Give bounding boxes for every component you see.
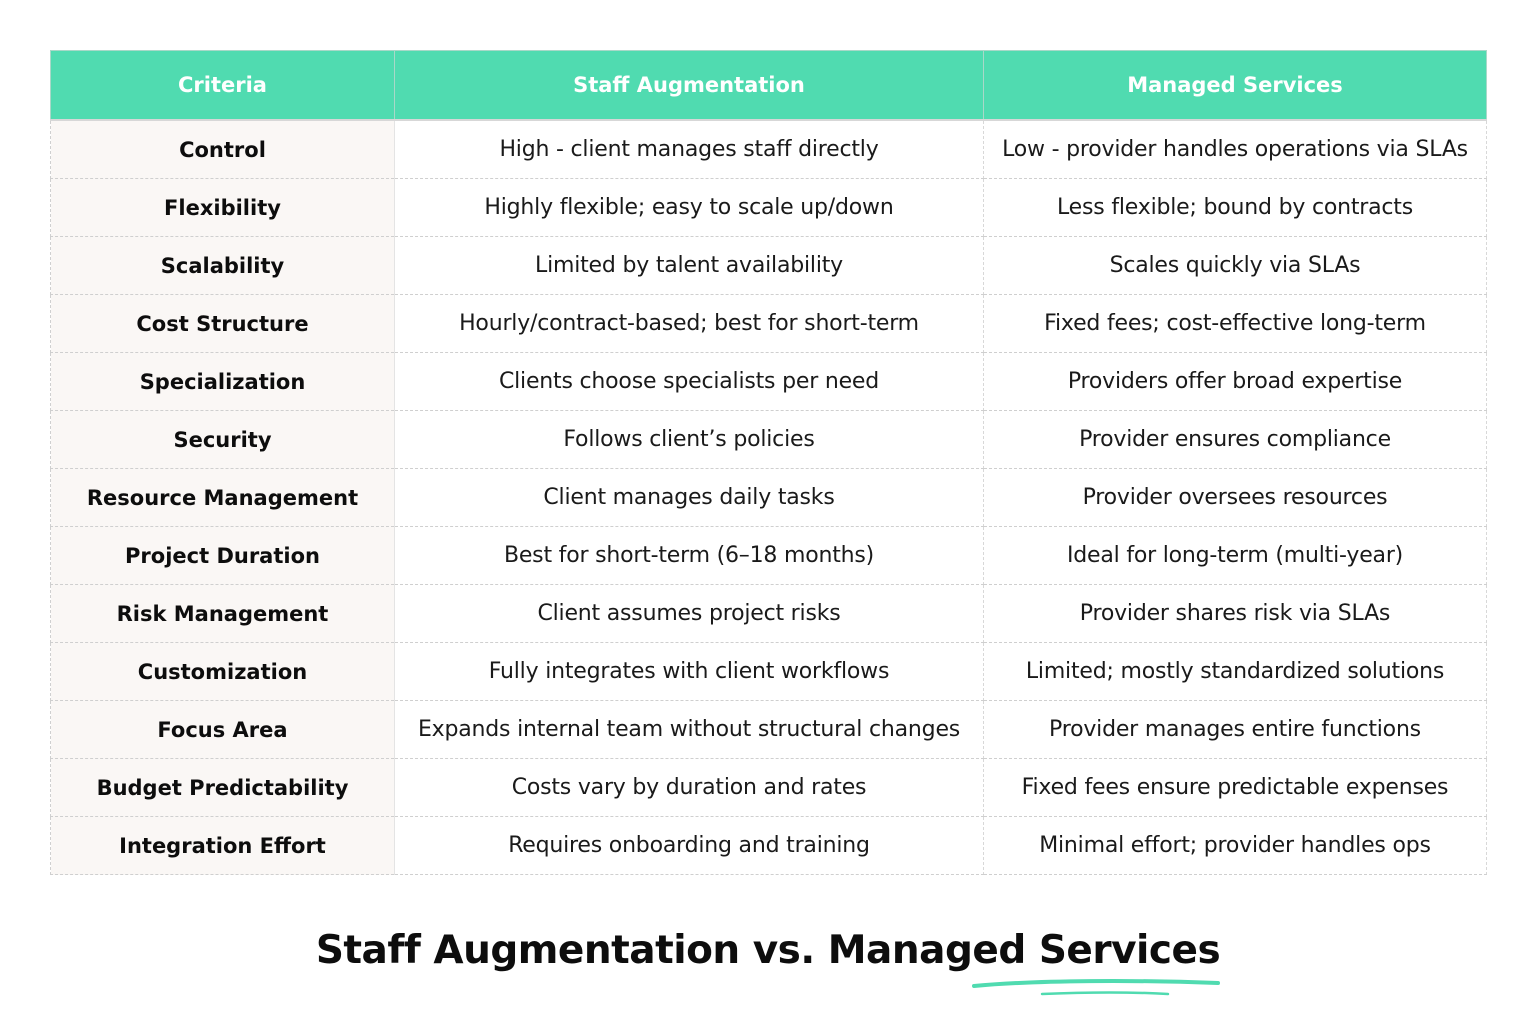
- staff-augmentation-cell: Requires onboarding and training: [395, 817, 984, 875]
- staff-augmentation-cell: Hourly/contract-based; best for short-term: [395, 295, 984, 353]
- staff-augmentation-cell: Client assumes project risks: [395, 585, 984, 643]
- staff-augmentation-cell: Expands internal team without structural changes: [395, 701, 984, 759]
- staff-augmentation-cell: Best for short-term (6–18 months): [395, 527, 984, 585]
- header-managed-services: Managed Services: [984, 51, 1487, 121]
- table-row: [51, 179, 1487, 237]
- table-body: [51, 120, 1487, 875]
- criteria-cell: Project Duration: [51, 527, 395, 585]
- managed-services-cell: Provider manages entire functions: [984, 701, 1487, 759]
- criteria-cell: Customization: [51, 643, 395, 701]
- staff-augmentation-cell: Highly flexible; easy to scale up/down: [395, 179, 984, 237]
- managed-services-cell: Fixed fees ensure predictable expenses: [984, 759, 1487, 817]
- header-criteria: Criteria: [51, 51, 395, 121]
- criteria-cell: Integration Effort: [51, 817, 395, 875]
- criteria-cell: Cost Structure: [51, 295, 395, 353]
- criteria-cell: Scalability: [51, 237, 395, 295]
- managed-services-cell: Low - provider handles operations via SLAs: [984, 120, 1487, 179]
- managed-services-cell: Providers offer broad expertise: [984, 353, 1487, 411]
- criteria-cell: Specialization: [51, 353, 395, 411]
- page-title: Staff Augmentation vs. Managed Services: [315, 928, 1221, 973]
- managed-services-cell: Provider ensures compliance: [984, 411, 1487, 469]
- table-row: [51, 585, 1487, 643]
- comparison-table-container: [50, 50, 1486, 875]
- criteria-cell: Resource Management: [51, 469, 395, 527]
- table-row: [51, 527, 1487, 585]
- underline-swoosh-icon: [968, 976, 1224, 1000]
- table-row: [51, 295, 1487, 353]
- staff-augmentation-cell: Fully integrates with client workflows: [395, 643, 984, 701]
- criteria-cell: Security: [51, 411, 395, 469]
- managed-services-cell: Scales quickly via SLAs: [984, 237, 1487, 295]
- criteria-cell: Flexibility: [51, 179, 395, 237]
- staff-augmentation-cell: High - client manages staff directly: [395, 120, 984, 179]
- managed-services-cell: Less flexible; bound by contracts: [984, 179, 1487, 237]
- criteria-cell: Focus Area: [51, 701, 395, 759]
- table-row: [51, 817, 1487, 875]
- criteria-cell: Budget Predictability: [51, 759, 395, 817]
- criteria-cell: Control: [51, 120, 395, 179]
- managed-services-cell: Provider oversees resources: [984, 469, 1487, 527]
- header-row: [51, 51, 1487, 121]
- managed-services-cell: Fixed fees; cost-effective long-term: [984, 295, 1487, 353]
- staff-augmentation-cell: Follows client’s policies: [395, 411, 984, 469]
- table-row: [51, 643, 1487, 701]
- staff-augmentation-cell: Costs vary by duration and rates: [395, 759, 984, 817]
- managed-services-cell: Provider shares risk via SLAs: [984, 585, 1487, 643]
- staff-augmentation-cell: Clients choose specialists per need: [395, 353, 984, 411]
- table-row: [51, 759, 1487, 817]
- table-row: [51, 120, 1487, 179]
- comparison-table: [50, 50, 1487, 875]
- table-row: [51, 469, 1487, 527]
- table-header: [51, 51, 1487, 121]
- criteria-cell: Risk Management: [51, 585, 395, 643]
- header-staff-augmentation: Staff Augmentation: [395, 51, 984, 121]
- managed-services-cell: Limited; mostly standardized solutions: [984, 643, 1487, 701]
- staff-augmentation-cell: Limited by talent availability: [395, 237, 984, 295]
- staff-augmentation-cell: Client manages daily tasks: [395, 469, 984, 527]
- table-row: [51, 411, 1487, 469]
- managed-services-cell: Ideal for long-term (multi-year): [984, 527, 1487, 585]
- managed-services-cell: Minimal effort; provider handles ops: [984, 817, 1487, 875]
- table-row: [51, 237, 1487, 295]
- table-row: [51, 353, 1487, 411]
- table-row: [51, 701, 1487, 759]
